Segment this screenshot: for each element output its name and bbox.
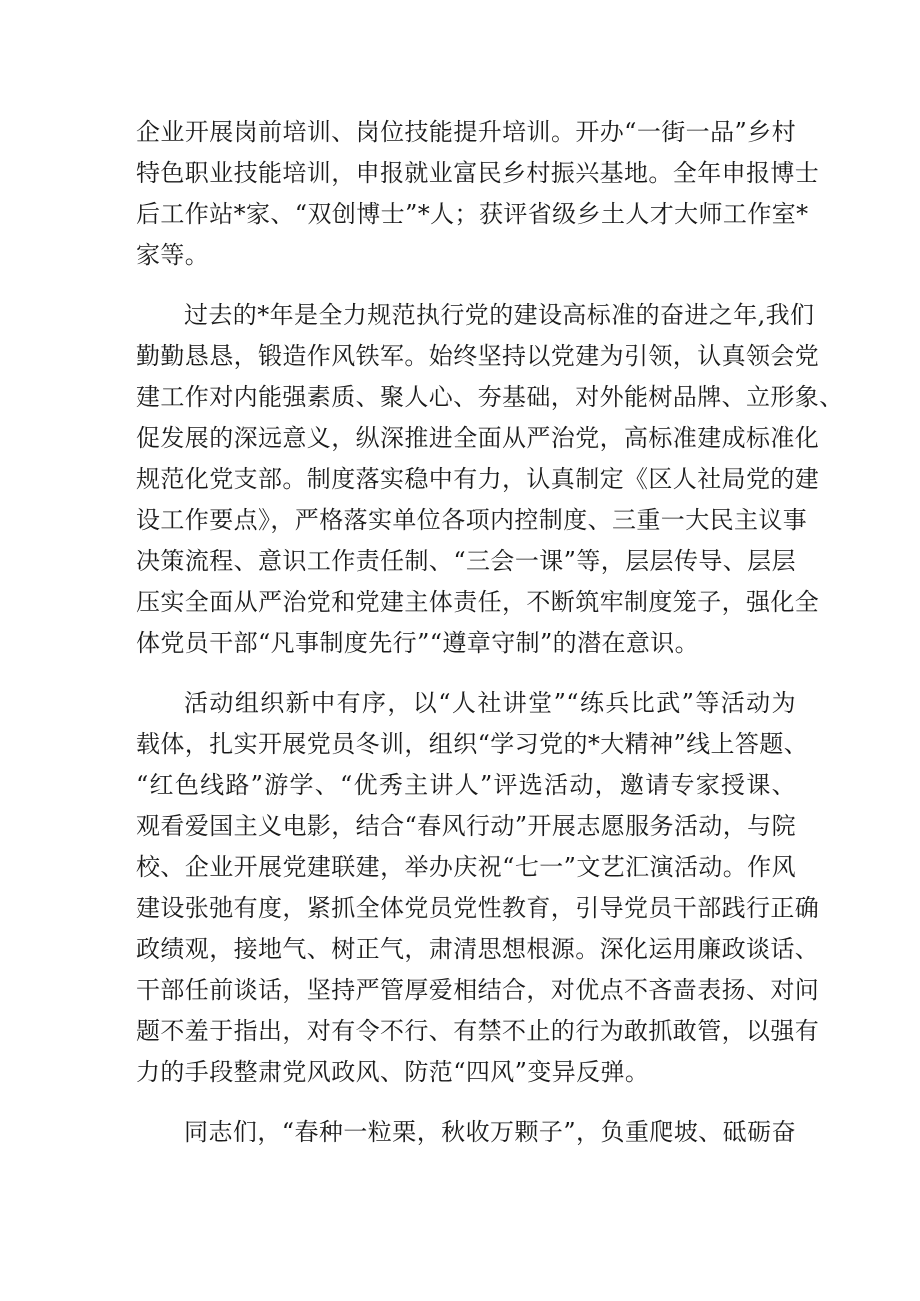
text-line: 校、企业开展党建联建，举办庆祝“七一”文艺汇演活动。作风 bbox=[136, 853, 796, 881]
paragraph-3 bbox=[136, 683, 820, 1093]
text-line: 企业开展岗前培训、岗位技能提升培训。开办“一街一品”乡村 bbox=[136, 118, 796, 146]
text-line: 勤勤恳恳，锻造作风铁军。始终坚持以党建为引领，认真领会党 bbox=[136, 342, 820, 370]
text-line: 体党员干部“凡事制度先行”“遵章守制”的潜在意识。 bbox=[136, 629, 700, 657]
text-line: 力的手段整肃党风政风、防范“四风”变异反弹。 bbox=[136, 1058, 650, 1086]
paragraph-1 bbox=[136, 112, 820, 276]
text-line: 家等。 bbox=[136, 241, 210, 269]
text-line: 促发展的深远意义，纵深推进全面从严治党，高标准建成标准化 bbox=[136, 424, 820, 452]
text-line: 特色职业技能培训，申报就业富民乡村振兴基地。全年申报博士 bbox=[136, 159, 820, 187]
document-body bbox=[136, 112, 844, 1153]
text-line: 同志们，“春种一粒栗，秋收万颗子”，负重爬坡、砥砺奋 bbox=[184, 1118, 796, 1146]
text-line: 建设张弛有度，紧抓全体党员党性教育，引导党员干部践行正确 bbox=[136, 894, 820, 922]
text-line: 决策流程、意识工作责任制、“三会一课”等，层层传导、层层 bbox=[136, 547, 796, 575]
text-line: 设工作要点》，严格落实单位各项内控制度、三重一大民主议事 bbox=[136, 506, 808, 534]
text-line: 干部任前谈话，坚持严管厚爱相结合，对优点不吝啬表扬、对问 bbox=[136, 976, 820, 1004]
text-line: 观看爱国主义电影，结合“春风行动”开展志愿服务活动，与院 bbox=[136, 812, 796, 840]
paragraph-4 bbox=[136, 1112, 796, 1153]
text-line: 建工作对内能强素质、聚人心、夯基础，对外能树品牌、立形象、 bbox=[136, 383, 844, 411]
text-line: 过去的*年是全力规范执行党的建设高标准的奋进之年,我们 bbox=[184, 301, 815, 329]
text-line: 政绩观，接地气、树正气，肃清思想根源。深化运用廉政谈话、 bbox=[136, 935, 820, 963]
text-line: 压实全面从严治党和党建主体责任，不断筑牢制度笼子，强化全 bbox=[136, 588, 820, 616]
text-line: 题不羞于指出，对有令不行、有禁不止的行为敢抓敢管，以强有 bbox=[136, 1017, 820, 1045]
text-line: “红色线路”游学、“优秀主讲人”评选活动，邀请专家授课、 bbox=[136, 771, 796, 799]
text-line: 后工作站*家、“双创博士”*人；获评省级乡土人才大师工作室* bbox=[136, 200, 809, 228]
paragraph-2 bbox=[136, 295, 844, 664]
text-line: 活动组织新中有序，以“人社讲堂”“练兵比武”等活动为 bbox=[184, 689, 796, 717]
text-line: 规范化党支部。制度落实稳中有力，认真制定《区人社局党的建 bbox=[136, 465, 820, 493]
text-line: 载体，扎实开展党员冬训，组织“学习党的*大精神”线上答题、 bbox=[136, 730, 809, 758]
